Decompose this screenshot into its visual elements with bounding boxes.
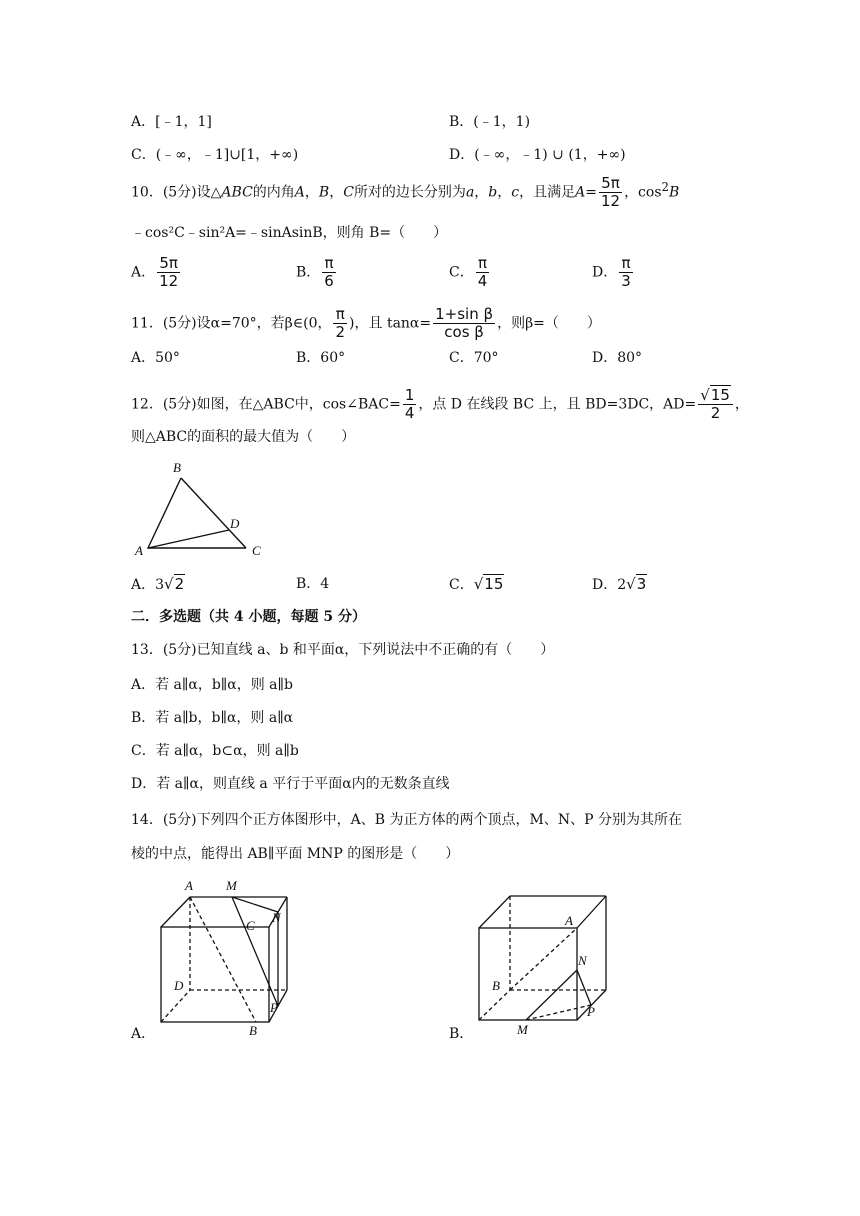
q13-option-d[interactable]: D．若 a∥α，则直线 a 平行于平面α内的无数条直线 (131, 776, 450, 792)
section-heading-multiple-choice: 二．多选题（共 4 小题，每题 5 分） (131, 609, 366, 625)
q11-option-c[interactable]: C．70° (449, 350, 499, 366)
q11-option-b[interactable]: B．60° (296, 350, 346, 366)
label-a: A (185, 878, 193, 893)
label-d: D (230, 516, 240, 531)
label-n: N (272, 910, 281, 925)
label-a: A (565, 913, 573, 928)
segment-ab (190, 897, 256, 1022)
q11-option-d[interactable]: D．80° (592, 350, 643, 366)
q10-fraction: $\frac{5\pi}{12}$ (600, 174, 621, 210)
segment-mp (526, 1005, 591, 1020)
q13-option-a[interactable]: A．若 a∥α，b∥α，则 a∥b (131, 677, 293, 693)
q10-option-d[interactable]: D． $\frac{\pi}{3}$ (592, 254, 631, 290)
triangle-side-bc (181, 478, 246, 548)
q10-option-a[interactable]: A． $\frac{5\pi}{12}$ (131, 254, 179, 290)
q12-option-c[interactable]: C．√15 (449, 575, 504, 593)
label-d: D (174, 978, 184, 993)
q10-option-b[interactable]: B． $\frac{\pi}{6}$ (296, 254, 334, 290)
q14-option-a[interactable]: A． (131, 1026, 156, 1042)
q12-option-d[interactable]: D．2√3 (592, 575, 647, 593)
label-b: B (249, 1023, 257, 1038)
q11-option-a[interactable]: A．50° (131, 350, 180, 366)
q12-option-a[interactable]: A．3√2 (131, 575, 185, 593)
front-face (161, 927, 269, 1022)
label-c: C (246, 918, 255, 933)
q13-option-c[interactable]: C．若 a∥α，b⊂α，则 a∥b (131, 743, 299, 759)
q12-stem-line2: 则△ABC的面积的最大值为（ ） (131, 429, 356, 445)
label-b: B (173, 460, 181, 475)
q9-option-b[interactable]: B．(﹣1，1) (449, 114, 531, 130)
q14-cube-figure-b (470, 878, 620, 1043)
label-b: B (492, 978, 500, 993)
segment-ad (148, 530, 229, 548)
label-c: C (252, 543, 261, 558)
q14-stem-line2: 棱的中点，能得出 AB∥平面 MNP 的图形是（ ） (131, 846, 460, 862)
q12-option-b[interactable]: B．4 (296, 576, 330, 592)
q11-stem: 11．(5分)设α=70°，若β∈(0， $\frac{\pi}{2}$ )，且 tanα= $\frac{\text{1+sin β}}{\text{cos β}}$ ，则β=（ ） (131, 305, 601, 341)
label-p: P (587, 1004, 595, 1019)
label-m: M (517, 1022, 528, 1037)
label-m: M (226, 878, 237, 893)
label-n: N (578, 953, 587, 968)
q13-option-b[interactable]: B．若 a∥b，b∥α，则 a∥α (131, 710, 294, 726)
q14-option-b[interactable]: B． (449, 1026, 474, 1042)
q10-option-c[interactable]: C． $\frac{\pi}{4}$ (449, 254, 488, 290)
q12-triangle-figure (128, 458, 278, 562)
q10-stem-line1: 10．(5分)设△ABC的内角A，B，C所对的边长分别为a，b，c，且满足A= $\frac{5\pi}{12}$ ，$\cos^2B$ (131, 174, 680, 210)
label-p: P (270, 1000, 278, 1015)
q14-stem-line1: 14．(5分)下列四个正方体图形中，A、B 为正方体的两个顶点，M、N、P 分别为其所在 (131, 812, 682, 828)
q14-cube-figure-a (150, 872, 300, 1042)
q13-stem: 13．(5分)已知直线 a、b 和平面α，下列说法中不正确的有（ ） (131, 642, 555, 658)
q9-option-c[interactable]: C．(﹣∞，﹣1]∪[1，+∞) (131, 147, 299, 163)
q12-stem-line1: 12．(5分)如图，在△ABC中，cos∠BAC= $\frac{1}{4}$ ，点 D 在线段 BC 上，且 BD=3DC，AD= $\frac{√15}{2}$ ， (131, 386, 749, 422)
q10-stem-line2: ﹣cos²C﹣sin²A=﹣sinAsinB，则角 B=（ ） (131, 225, 448, 241)
label-a: A (135, 543, 143, 558)
segment-np (577, 970, 591, 1005)
q9-option-a[interactable]: A．[﹣1，1] (131, 114, 212, 130)
segment-mn (526, 970, 577, 1020)
q9-option-d[interactable]: D．(﹣∞，﹣1) ∪ (1，+∞) (449, 147, 626, 163)
